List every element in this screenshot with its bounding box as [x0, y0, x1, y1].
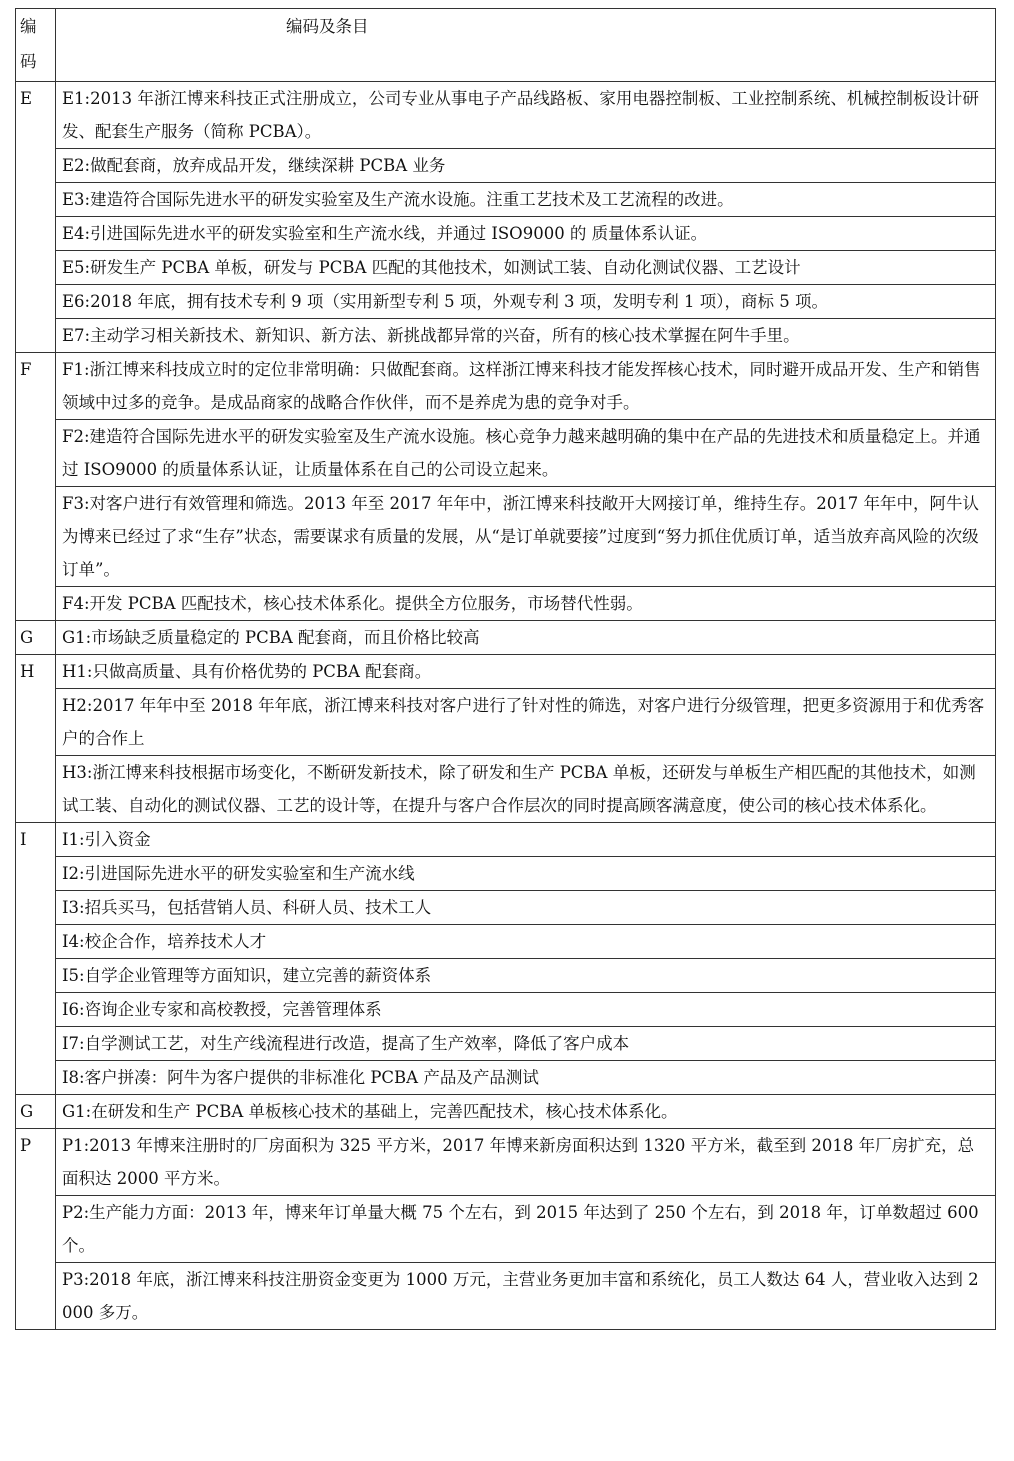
table-row — [16, 149, 996, 183]
table-row — [16, 857, 996, 891]
table-row — [16, 1263, 996, 1330]
coded-item: H1:只做高质量、具有价格优势的 PCBA 配套商。 — [56, 655, 996, 689]
code-header-line-2: 码 — [20, 52, 37, 71]
coded-item: E3:建造符合国际先进水平的研发实验室及生产流水设施。注重工艺技术及工艺流程的改进。 — [56, 183, 996, 217]
item-column-header: 编码及条目 — [56, 9, 996, 82]
table-header-row — [16, 9, 996, 82]
code-header-line-1: 编 — [20, 17, 37, 36]
coded-item: I3:招兵买马，包括营销人员、科研人员、技术工人 — [56, 891, 996, 925]
group-code: H — [16, 655, 56, 823]
coded-item: E4:引进国际先进水平的研发实验室和生产流水线，并通过 ISO9000 的 质量体系认证。 — [56, 217, 996, 251]
coded-item: F4:开发 PCBA 匹配技术，核心技术体系化。提供全方位服务，市场替代性弱。 — [56, 587, 996, 621]
group-code: E — [16, 82, 56, 353]
table-row — [16, 285, 996, 319]
coding-table — [15, 8, 996, 1330]
group-code: P — [16, 1129, 56, 1330]
coded-item: E1:2013 年浙江博来科技正式注册成立，公司专业从事电子产品线路板、家用电器控制板、工业控制系统、机械控制板设计研发、配套生产服务（简称 PCBA）。 — [56, 82, 996, 149]
coded-item: I6:咨询企业专家和高校教授，完善管理体系 — [56, 993, 996, 1027]
table-row — [16, 1061, 996, 1095]
coded-item: I2:引进国际先进水平的研发实验室和生产流水线 — [56, 857, 996, 891]
coded-item: H3:浙江博来科技根据市场变化，不断研发新技术，除了研发和生产 PCBA 单板，还研发与单板生产相匹配的其他技术，如测试工装、自动化的测试仪器、工艺的设计等，在提升与客户合作层次的同时提高顾客满意度，使公司的核心技术体系化。 — [56, 756, 996, 823]
coded-item: I1:引入资金 — [56, 823, 996, 857]
table-row — [16, 353, 996, 420]
code-column-header — [16, 9, 56, 82]
coded-item: F3:对客户进行有效管理和筛选。2013 年至 2017 年年中，浙江博来科技敞开大网接订单，维持生存。2017 年年中，阿牛认为博来已经过了求“生存”状态，需要谋求有质量的发展，从“是订单就要接”过度到“努力抓住优质订单，适当放弃高风险的次级订单”。 — [56, 487, 996, 587]
coded-item: E6:2018 年底，拥有技术专利 9 项（实用新型专利 5 项，外观专利 3 项，发明专利 1 项），商标 5 项。 — [56, 285, 996, 319]
table-row — [16, 217, 996, 251]
table-row — [16, 1129, 996, 1196]
coded-item: F2:建造符合国际先进水平的研发实验室及生产流水设施。核心竞争力越来越明确的集中在产品的先进技术和质量稳定上。并通过 ISO9000 的质量体系认证，让质量体系在自己的公司设立起来。 — [56, 420, 996, 487]
group-code: G — [16, 621, 56, 655]
table-row — [16, 587, 996, 621]
group-code: I — [16, 823, 56, 1095]
coded-item: P3:2018 年底，浙江博来科技注册资金变更为 1000 万元，主营业务更加丰富和系统化，员工人数达 64 人，营业收入达到 2000 多万。 — [56, 1263, 996, 1330]
table-body — [16, 82, 996, 1330]
coded-item: I4:校企合作，培养技术人才 — [56, 925, 996, 959]
coded-item: G1:市场缺乏质量稳定的 PCBA 配套商，而且价格比较高 — [56, 621, 996, 655]
table-row — [16, 487, 996, 587]
table-row — [16, 621, 996, 655]
coded-item: E2:做配套商，放弃成品开发，继续深耕 PCBA 业务 — [56, 149, 996, 183]
table-row — [16, 183, 996, 217]
coded-item: P2:生产能力方面：2013 年，博来年订单量大概 75 个左右，到 2015 年达到了 250 个左右，到 2018 年，订单数超过 600 个。 — [56, 1196, 996, 1263]
table-row — [16, 319, 996, 353]
table-row — [16, 925, 996, 959]
coded-item: H2:2017 年年中至 2018 年年底，浙江博来科技对客户进行了针对性的筛选，对客户进行分级管理，把更多资源用于和优秀客户的合作上 — [56, 689, 996, 756]
coded-item: E5:研发生产 PCBA 单板，研发与 PCBA 匹配的其他技术，如测试工装、自动化测试仪器、工艺设计 — [56, 251, 996, 285]
table-row — [16, 82, 996, 149]
coded-item: G1:在研发和生产 PCBA 单板核心技术的基础上，完善匹配技术，核心技术体系化。 — [56, 1095, 996, 1129]
group-code: G — [16, 1095, 56, 1129]
coded-item: E7:主动学习相关新技术、新知识、新方法、新挑战都异常的兴奋，所有的核心技术掌握在阿牛手里。 — [56, 319, 996, 353]
table-row — [16, 1095, 996, 1129]
group-code: F — [16, 353, 56, 621]
table-row — [16, 823, 996, 857]
table-row — [16, 756, 996, 823]
coded-item: I7:自学测试工艺，对生产线流程进行改造，提高了生产效率，降低了客户成本 — [56, 1027, 996, 1061]
coded-item: I8:客户拼凑：阿牛为客户提供的非标准化 PCBA 产品及产品测试 — [56, 1061, 996, 1095]
coded-item: F1:浙江博来科技成立时的定位非常明确：只做配套商。这样浙江博来科技才能发挥核心技术，同时避开成品开发、生产和销售领域中过多的竞争。是成品商家的战略合作伙伴，而不是养虎为患的竞争对手。 — [56, 353, 996, 420]
table-row — [16, 420, 996, 487]
table-row — [16, 1027, 996, 1061]
table-row — [16, 993, 996, 1027]
table-row — [16, 891, 996, 925]
table-row — [16, 655, 996, 689]
table-row — [16, 1196, 996, 1263]
coded-item: I5:自学企业管理等方面知识，建立完善的薪资体系 — [56, 959, 996, 993]
table-row — [16, 251, 996, 285]
coded-item: P1:2013 年博来注册时的厂房面积为 325 平方米，2017 年博来新房面积达到 1320 平方米，截至到 2018 年厂房扩充，总面积达 2000 平方米。 — [56, 1129, 996, 1196]
table-row — [16, 959, 996, 993]
table-row — [16, 689, 996, 756]
